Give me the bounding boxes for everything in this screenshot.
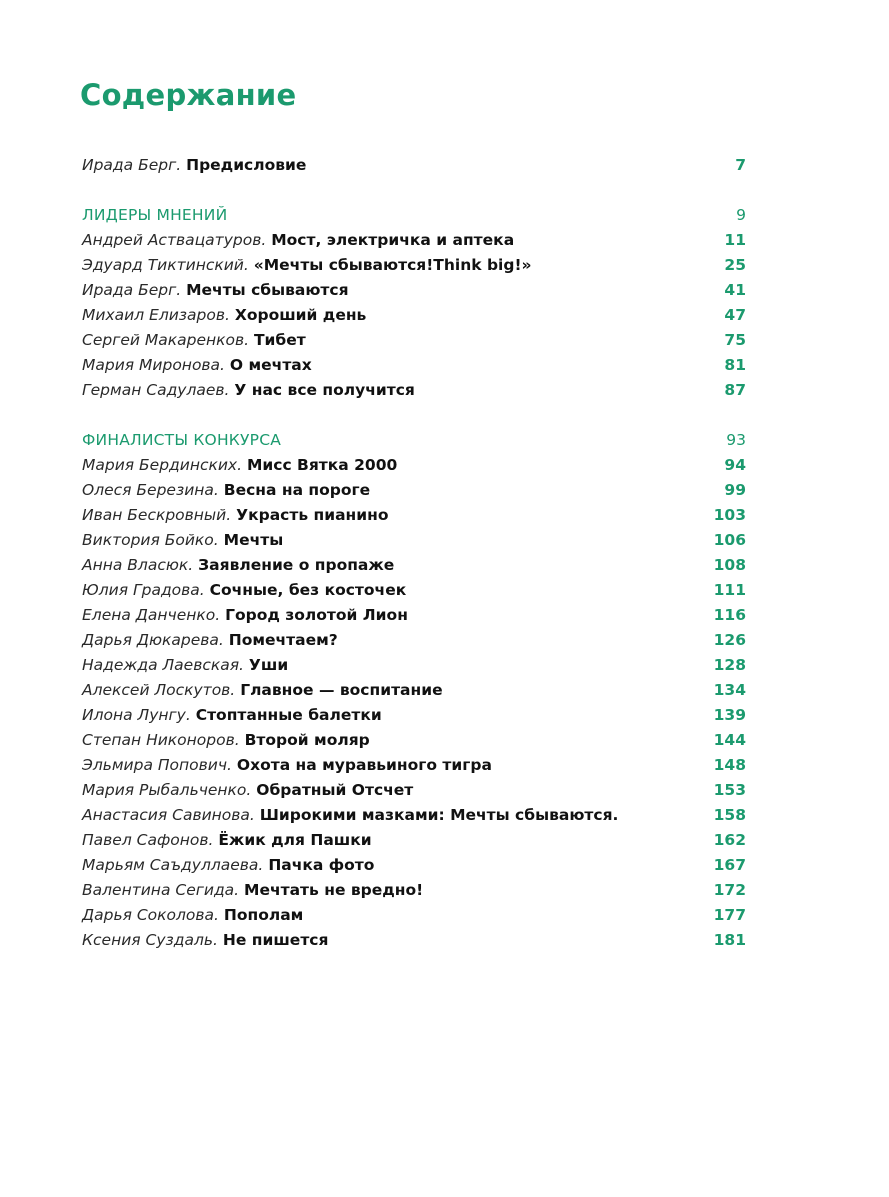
dot-leader [401,453,718,478]
entry-author: Дарья Соколова. [82,906,219,924]
dot-leader [292,653,707,678]
toc-entry[interactable] [82,903,746,928]
toc-entry[interactable] [82,378,746,403]
entry-page-number: 25 [724,256,746,274]
toc-entry[interactable] [82,503,746,528]
entry-title: Заявление о пропаже [198,556,395,574]
dot-leader [398,553,707,578]
entry-author: Михаил Елизаров. [82,306,230,324]
toc-entry[interactable] [82,253,746,278]
section-page-number: 93 [726,431,746,449]
entry-author: Юлия Градова. [82,581,205,599]
toc-entry[interactable] [82,628,746,653]
entry-page-number: 111 [713,581,746,599]
entry-page-number: 167 [713,856,746,874]
entry-page-number: 177 [713,906,746,924]
entry-title: Весна на пороге [223,481,371,499]
entry-title: Пачка фото [268,856,375,874]
toc-entry[interactable] [82,928,746,953]
entry-title: Обратный Отсчет [256,781,414,799]
section-page-number: 9 [736,206,746,224]
toc-entry[interactable] [82,228,746,253]
entry-title: У нас все получится [234,381,415,399]
entry-author: Олеся Березина. [82,481,219,499]
entry-title: О мечтах [229,356,312,374]
entry-page-number: 11 [724,231,746,249]
toc-entry[interactable] [82,803,746,828]
toc-entry[interactable] [82,653,746,678]
toc-entry[interactable] [82,778,746,803]
entry-page-number: 99 [724,481,746,499]
entry-page-number: 139 [713,706,746,724]
entry-title: Тибет [253,331,306,349]
toc-entry[interactable] [82,278,746,303]
entry-author: Иван Бескровный. [82,506,232,524]
dot-leader [285,428,720,453]
entry-author: Мария Миронова. [82,356,225,374]
dot-leader [374,728,708,753]
toc-entry[interactable] [82,528,746,553]
dot-leader [353,278,719,303]
entry-title: Широкими мазками: Мечты сбываются. [259,806,619,824]
entry-title: Пополам [223,906,304,924]
dot-leader [376,828,708,853]
entry-page-number: 181 [713,931,746,949]
section-heading-leaders[interactable] [82,203,746,228]
dot-leader [287,528,707,553]
dot-leader [310,153,720,178]
toc-entry[interactable] [82,453,746,478]
toc-entry[interactable] [82,828,746,853]
entry-author: Валентина Сегида. [82,881,240,899]
toc-entry-preface[interactable] [82,153,746,178]
entry-author: Ксения Суздаль. [82,931,218,949]
toc-entry[interactable] [82,353,746,378]
entry-page-number: 7 [735,156,746,174]
entry-author: Надежда Лаевская. [82,656,244,674]
dot-leader [419,378,719,403]
toc-entry[interactable] [82,703,746,728]
section-title: ЛИДЕРЫ МНЕНИЙ [82,203,231,228]
entry-page-number: 153 [713,781,746,799]
dot-leader [386,703,708,728]
toc-entry[interactable] [82,853,746,878]
dot-leader [342,628,708,653]
entry-title: Мечтать не вредно! [244,881,424,899]
dot-leader [410,578,707,603]
entry-author: Марьям Саъдуллаева. [82,856,264,874]
dot-leader [392,503,707,528]
entry-page-number: 41 [724,281,746,299]
dot-leader [518,228,718,253]
toc-entry[interactable] [82,753,746,778]
toc-entry[interactable] [82,328,746,353]
dot-leader [622,803,707,828]
dot-leader [332,928,707,953]
entry-title: Охота на муравьиного тигра [236,756,492,774]
entry-title: Уши [248,656,289,674]
toc-entry[interactable] [82,578,746,603]
dot-leader [231,203,720,228]
dot-leader [370,303,718,328]
entry-author: Сергей Макаренков. [82,331,250,349]
entry-author: Мария Рыбальченко. [82,781,252,799]
entry-title: Мечты [223,531,284,549]
entry-author: Павел Сафонов. [82,831,214,849]
section-heading-finalists[interactable] [82,428,746,453]
entry-author: Мария Бердинских. [82,456,243,474]
entry-author: Ирада Берг. [82,156,182,174]
entry-title: Не пишется [222,931,329,949]
entry-author: Герман Садулаев. [82,381,230,399]
entry-title: Второй моляр [244,731,370,749]
dot-leader [378,853,707,878]
toc-entry[interactable] [82,603,746,628]
entry-author: Эдуард Тиктинский. [82,256,249,274]
entry-page-number: 134 [713,681,746,699]
entry-page-number: 94 [724,456,746,474]
entry-author: Андрей Аствацатуров. [82,231,267,249]
entry-title: Город золотой Лион [225,606,408,624]
section-title: ФИНАЛИСТЫ КОНКУРСА [82,428,285,453]
entry-author: Виктория Бойко. [82,531,219,549]
toc-entry[interactable] [82,303,746,328]
entry-title: Украсть пианино [236,506,389,524]
dot-leader [374,478,718,503]
entry-title: Мисс Вятка 2000 [246,456,398,474]
entry-title: Предисловие [186,156,307,174]
dot-leader [307,903,707,928]
entry-author: Анна Власюк. [82,556,194,574]
entry-author: Дарья Дюкарева. [82,631,224,649]
entry-title: Помечтаем? [228,631,338,649]
entry-title: Мост, электричка и аптека [271,231,515,249]
page-title: Содержание [80,78,297,112]
entry-page-number: 148 [713,756,746,774]
dot-leader [412,603,708,628]
entry-author: Ирада Берг. [82,281,182,299]
entry-page-number: 116 [713,606,746,624]
entry-title: Ёжик для Пашки [218,831,372,849]
dot-leader [447,678,708,703]
toc-entry[interactable] [82,553,746,578]
dot-leader [316,353,719,378]
entry-page-number: 106 [713,531,746,549]
entry-page-number: 162 [713,831,746,849]
entry-title: Хороший день [234,306,367,324]
dot-leader [496,753,708,778]
entry-author: Эльмира Попович. [82,756,232,774]
entry-author: Илона Лунгу. [82,706,191,724]
entry-page-number: 126 [713,631,746,649]
entry-title: Мечты сбываются [186,281,349,299]
toc-entry[interactable] [82,478,746,503]
entry-author: Степан Никоноров. [82,731,240,749]
entry-title: Главное — воспитание [240,681,443,699]
entry-page-number: 158 [713,806,746,824]
entry-title: «Мечты сбываются!Think big!» [253,256,532,274]
dot-leader [536,253,719,278]
entry-page-number: 108 [713,556,746,574]
entry-page-number: 172 [713,881,746,899]
entry-page-number: 47 [724,306,746,324]
toc-entry[interactable] [82,728,746,753]
entry-page-number: 144 [713,731,746,749]
dot-leader [310,328,719,353]
entry-title: Сочные, без косточек [209,581,407,599]
toc-entry[interactable] [82,678,746,703]
entry-page-number: 87 [724,381,746,399]
entry-page-number: 75 [724,331,746,349]
entry-author: Елена Данченко. [82,606,221,624]
entry-page-number: 81 [724,356,746,374]
entry-page-number: 103 [713,506,746,524]
entry-page-number: 128 [713,656,746,674]
entry-author: Анастасия Савинова. [82,806,255,824]
entry-author: Алексей Лоскутов. [82,681,236,699]
dot-leader [427,878,707,903]
entry-title: Стоптанные балетки [195,706,382,724]
toc-entry[interactable] [82,878,746,903]
dot-leader [417,778,707,803]
